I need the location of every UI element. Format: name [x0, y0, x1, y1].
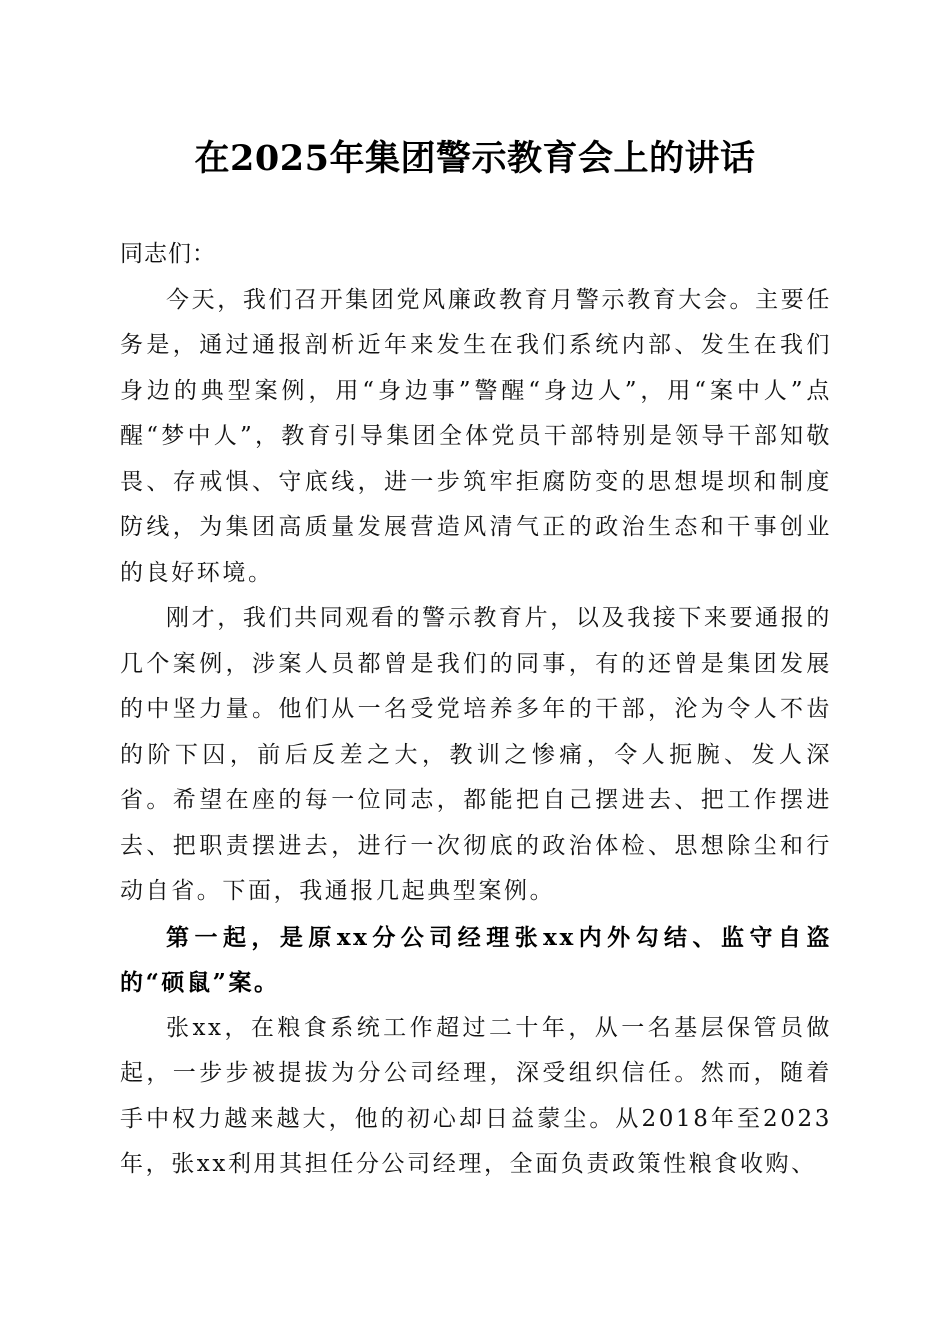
paragraph-warning-film: 刚才，我们共同观看的警示教育片，以及我接下来要通报的几个案例，涉案人员都曾是我们的同事，有的还曾是集团发展的中坚力量。他们从一名受党培养多年的干部，沦为令人不齿的阶下囚，前后反差之大，教训之惨痛，令人扼腕、发人深省。希望在座的每一位同志，都能把自己摆进去、把工作摆进去、把职责摆进去，进行一次彻底的政治体检、思想除尘和行动自省。下面，我通报几起典型案例。 [120, 605, 832, 904]
case-heading-first: 第一起，是原xx分公司经理张xx内外勾结、监守自盗的“硕鼠”案。 [120, 923, 832, 996]
paragraph-case-detail: 张xx，在粮食系统工作超过二十年，从一名基层保管员做起，一步步被提拔为分公司经理，深受组织信任。然而，随着手中权力越来越大，他的初心却日益蒙尘。从2018年至2023年，张xx利用其担任分公司经理，全面负责政策性粮食收购、 [120, 1014, 832, 1177]
salutation: 同志们： [120, 241, 216, 267]
paragraph-intro: 今天，我们召开集团党风廉政教育月警示教育大会。主要任务是，通过通报剖析近年来发生在我们系统内部、发生在我们身边的典型案例，用“身边事”警醒“身边人”，用“案中人”点醒“梦中人”，教育引导集团全体党员干部特别是领导干部知敬畏、存戒惧、守底线，进一步筑牢拒腐防变的思想堤坝和制度防线，为集团高质量发展营造风清气正的政治生态和干事创业的良好环境。 [120, 286, 832, 586]
document-body [120, 232, 832, 1188]
document-title: 在2025年集团警示教育会上的讲话 [194, 138, 756, 179]
